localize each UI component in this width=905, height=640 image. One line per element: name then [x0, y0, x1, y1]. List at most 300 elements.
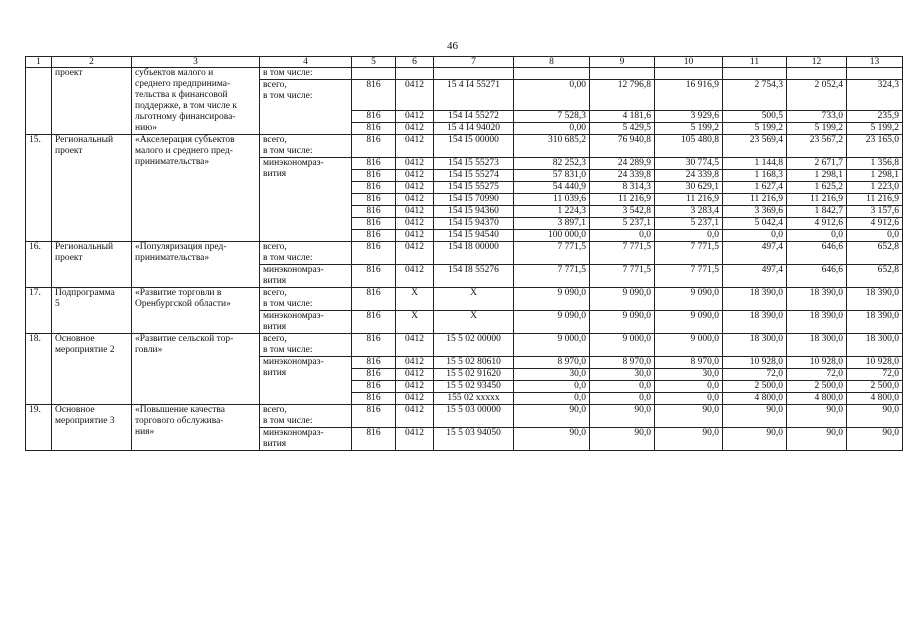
table-row: [26, 135, 903, 158]
column-header: 11: [723, 57, 787, 68]
amount-cell: 1 144,8: [723, 158, 787, 170]
column-6-value: 0412: [396, 123, 434, 135]
budget-code: 154 I4 55272: [434, 111, 514, 123]
budget-code: 15 5 02 93450: [434, 381, 514, 393]
amount-cell: 72,0: [847, 369, 903, 381]
amount-cell: 30,0: [514, 369, 590, 381]
funding-source-label: [260, 242, 352, 265]
column-header: 2: [52, 57, 132, 68]
amount-cell: 8 970,0: [655, 357, 723, 369]
column-6-value: 0412: [396, 242, 434, 265]
amount-cell: 1 298,1: [787, 170, 847, 182]
column-header: 4: [260, 57, 352, 68]
text-line: всего,: [263, 135, 287, 145]
funding-source-label: [260, 158, 352, 242]
budget-code: 15 5 02 80610: [434, 357, 514, 369]
amount-cell: 0,0: [847, 230, 903, 242]
amount-cell: 5 199,2: [847, 123, 903, 135]
text-line: «Популяризация пред-: [135, 242, 227, 252]
text-line: принимательства»: [135, 253, 210, 263]
amount-cell: 2 671,7: [787, 158, 847, 170]
amount-cell: 10 928,0: [847, 357, 903, 369]
column-5-value: 816: [352, 182, 396, 194]
table-row: [26, 334, 903, 357]
amount-cell: 10 928,0: [723, 357, 787, 369]
text-line: в том числе:: [263, 68, 313, 78]
amount-cell: 5 199,2: [787, 123, 847, 135]
amount-cell: 8 314,3: [590, 182, 655, 194]
funding-source-label: [260, 428, 352, 451]
item-number: 15.: [26, 135, 52, 242]
amount-cell: 7 771,5: [590, 242, 655, 265]
item-title: [132, 135, 260, 242]
item-number: 17.: [26, 288, 52, 334]
column-5-value: 816: [352, 381, 396, 393]
column-5-value: 816: [352, 428, 396, 451]
text-line: «Повышение качества: [135, 405, 226, 415]
budget-code: [434, 68, 514, 80]
amount-cell: 5 237,1: [590, 218, 655, 230]
amount-cell: 24 289,9: [590, 158, 655, 170]
amount-cell: 5 042,4: [723, 218, 787, 230]
budget-table: [25, 56, 903, 451]
amount-cell: 652,8: [847, 242, 903, 265]
column-6-value: 0412: [396, 230, 434, 242]
text-line: вития: [263, 439, 287, 449]
budget-code: 15 5 03 00000: [434, 405, 514, 428]
text-line: в том числе:: [263, 299, 313, 309]
column-5-value: 816: [352, 357, 396, 369]
column-5-value: 816: [352, 206, 396, 218]
amount-cell: 30,0: [655, 369, 723, 381]
amount-cell: 100 000,0: [514, 230, 590, 242]
amount-cell: [847, 68, 903, 80]
column-6-value: 0412: [396, 111, 434, 123]
text-line: проект: [55, 68, 83, 78]
table-row: [26, 68, 903, 80]
amount-cell: 0,0: [655, 393, 723, 405]
text-line: вития: [263, 322, 287, 332]
amount-cell: 652,8: [847, 265, 903, 288]
budget-code: 15 5 03 94050: [434, 428, 514, 451]
amount-cell: 30 629,1: [655, 182, 723, 194]
text-line: в том числе:: [263, 146, 313, 156]
text-line: Основное: [55, 405, 95, 415]
budget-code: 154 I8 00000: [434, 242, 514, 265]
amount-cell: 24 339,8: [590, 170, 655, 182]
text-line: всего,: [263, 288, 287, 298]
text-line: мероприятие 2: [55, 345, 115, 355]
column-5-value: 816: [352, 158, 396, 170]
amount-cell: 5 429,5: [590, 123, 655, 135]
text-line: всего,: [263, 334, 287, 344]
text-line: льготному финансирова-: [135, 112, 236, 122]
budget-code: X: [434, 288, 514, 311]
column-header: 3: [132, 57, 260, 68]
text-line: торгового обслужива-: [135, 416, 224, 426]
amount-cell: 10 928,0: [787, 357, 847, 369]
amount-cell: 310 685,2: [514, 135, 590, 158]
text-line: вития: [263, 169, 287, 179]
column-5-value: 816: [352, 194, 396, 206]
amount-cell: 2 500,0: [847, 381, 903, 393]
amount-cell: 2 500,0: [723, 381, 787, 393]
amount-cell: 4 912,6: [787, 218, 847, 230]
item-type: [52, 288, 132, 334]
text-line: поддержке, в том числе к: [135, 101, 237, 111]
column-header: 9: [590, 57, 655, 68]
budget-code: 154 I8 55276: [434, 265, 514, 288]
amount-cell: 9 090,0: [655, 311, 723, 334]
amount-cell: 18 390,0: [787, 311, 847, 334]
text-line: тельства к финансовой: [135, 90, 228, 100]
amount-cell: 1 625,2: [787, 182, 847, 194]
amount-cell: 18 390,0: [847, 311, 903, 334]
column-6-value: 0412: [396, 194, 434, 206]
budget-code: 155 02 xxxxx: [434, 393, 514, 405]
amount-cell: 1 298,1: [847, 170, 903, 182]
amount-cell: 3 897,1: [514, 218, 590, 230]
amount-cell: 5 199,2: [655, 123, 723, 135]
text-line: Основное: [55, 334, 95, 344]
budget-code: 154 I5 55275: [434, 182, 514, 194]
amount-cell: 8 970,0: [590, 357, 655, 369]
text-line: минэкономраз-: [263, 311, 324, 321]
amount-cell: 4 800,0: [847, 393, 903, 405]
amount-cell: 11 216,9: [723, 194, 787, 206]
amount-cell: 11 216,9: [590, 194, 655, 206]
column-header: 8: [514, 57, 590, 68]
text-line: всего,: [263, 80, 287, 90]
amount-cell: 72,0: [787, 369, 847, 381]
amount-cell: 9 000,0: [655, 334, 723, 357]
amount-cell: 646,6: [787, 265, 847, 288]
amount-cell: 1 168,3: [723, 170, 787, 182]
amount-cell: 4 181,6: [590, 111, 655, 123]
amount-cell: 23 567,2: [787, 135, 847, 158]
amount-cell: 497,4: [723, 242, 787, 265]
text-line: говли»: [135, 345, 163, 355]
amount-cell: 3 283,4: [655, 206, 723, 218]
column-6-value: X: [396, 311, 434, 334]
text-line: в том числе:: [263, 416, 313, 426]
column-6-value: 0412: [396, 369, 434, 381]
amount-cell: 9 000,0: [514, 334, 590, 357]
amount-cell: 18 390,0: [787, 288, 847, 311]
text-line: среднего предпринима-: [135, 79, 231, 89]
item-type: [52, 242, 132, 288]
amount-cell: 9 090,0: [590, 288, 655, 311]
column-header: 6: [396, 57, 434, 68]
amount-cell: 0,00: [514, 123, 590, 135]
budget-code: 154 I5 55273: [434, 158, 514, 170]
column-header: 10: [655, 57, 723, 68]
amount-cell: 90,0: [655, 405, 723, 428]
text-line: всего,: [263, 405, 287, 415]
funding-source-label: [260, 80, 352, 135]
amount-cell: 16 916,9: [655, 80, 723, 111]
text-line: мероприятие 3: [55, 416, 115, 426]
text-line: «Развитие торговли в: [135, 288, 222, 298]
amount-cell: 3 157,6: [847, 206, 903, 218]
column-5-value: 816: [352, 393, 396, 405]
amount-cell: 0,0: [787, 230, 847, 242]
amount-cell: 90,0: [847, 405, 903, 428]
amount-cell: 90,0: [590, 428, 655, 451]
amount-cell: 90,0: [847, 428, 903, 451]
amount-cell: 72,0: [723, 369, 787, 381]
header-row: [26, 57, 903, 68]
amount-cell: 1 627,4: [723, 182, 787, 194]
amount-cell: 18 390,0: [723, 288, 787, 311]
amount-cell: 30,0: [590, 369, 655, 381]
column-6-value: 0412: [396, 334, 434, 357]
amount-cell: 18 390,0: [723, 311, 787, 334]
amount-cell: 90,0: [514, 428, 590, 451]
amount-cell: 500,5: [723, 111, 787, 123]
column-5-value: 816: [352, 170, 396, 182]
item-type: [52, 405, 132, 451]
column-6-value: 0412: [396, 170, 434, 182]
amount-cell: 23 165,0: [847, 135, 903, 158]
text-line: вития: [263, 368, 287, 378]
amount-cell: 82 252,3: [514, 158, 590, 170]
column-header: 7: [434, 57, 514, 68]
budget-code: X: [434, 311, 514, 334]
amount-cell: 0,0: [655, 381, 723, 393]
text-line: минэкономраз-: [263, 265, 324, 275]
amount-cell: 90,0: [787, 405, 847, 428]
amount-cell: 9 090,0: [655, 288, 723, 311]
amount-cell: 90,0: [655, 428, 723, 451]
budget-code: 15 5 02 91620: [434, 369, 514, 381]
text-line: малого и среднего пред-: [135, 146, 233, 156]
column-5-value: 816: [352, 369, 396, 381]
amount-cell: 646,6: [787, 242, 847, 265]
text-line: Подпрограмма: [55, 288, 115, 298]
amount-cell: [655, 68, 723, 80]
amount-cell: 0,0: [590, 393, 655, 405]
item-title: [132, 242, 260, 288]
text-line: проект: [55, 146, 83, 156]
column-6-value: 0412: [396, 218, 434, 230]
amount-cell: 90,0: [787, 428, 847, 451]
text-line: субъектов малого и: [135, 68, 214, 78]
column-6-value: [396, 68, 434, 80]
column-5-value: 816: [352, 218, 396, 230]
amount-cell: 3 929,6: [655, 111, 723, 123]
item-number: 18.: [26, 334, 52, 405]
amount-cell: 90,0: [723, 405, 787, 428]
column-header: 13: [847, 57, 903, 68]
text-line: Оренбургской области»: [135, 299, 231, 309]
amount-cell: 18 300,0: [847, 334, 903, 357]
item-number: 16.: [26, 242, 52, 288]
column-6-value: 0412: [396, 428, 434, 451]
funding-source-label: [260, 357, 352, 405]
text-line: ния»: [135, 427, 155, 437]
column-6-value: 0412: [396, 393, 434, 405]
budget-code: 15 5 02 00000: [434, 334, 514, 357]
amount-cell: 733,0: [787, 111, 847, 123]
amount-cell: 4 800,0: [787, 393, 847, 405]
amount-cell: 18 390,0: [847, 288, 903, 311]
table-row: [26, 405, 903, 428]
amount-cell: 2 500,0: [787, 381, 847, 393]
amount-cell: 497,4: [723, 265, 787, 288]
amount-cell: 0,0: [590, 230, 655, 242]
item-title: [132, 405, 260, 451]
column-6-value: 0412: [396, 381, 434, 393]
funding-source-label: [260, 288, 352, 311]
amount-cell: 11 216,9: [655, 194, 723, 206]
amount-cell: [723, 68, 787, 80]
amount-cell: 105 480,8: [655, 135, 723, 158]
amount-cell: 4 800,0: [723, 393, 787, 405]
amount-cell: 24 339,8: [655, 170, 723, 182]
column-5-value: 816: [352, 242, 396, 265]
text-line: проект: [55, 253, 83, 263]
amount-cell: 4 912,6: [847, 218, 903, 230]
funding-source-label: [260, 135, 352, 158]
column-5-value: 816: [352, 288, 396, 311]
table-row: [26, 242, 903, 265]
text-line: нию»: [135, 123, 158, 133]
amount-cell: [590, 68, 655, 80]
funding-source-label: [260, 68, 352, 80]
text-line: в том числе:: [263, 91, 313, 101]
amount-cell: 5 199,2: [723, 123, 787, 135]
text-line: в том числе:: [263, 345, 313, 355]
column-header: 12: [787, 57, 847, 68]
budget-code: 154 I5 94370: [434, 218, 514, 230]
column-5-value: 816: [352, 230, 396, 242]
amount-cell: 54 440,9: [514, 182, 590, 194]
text-line: всего,: [263, 242, 287, 252]
budget-code: 154 I5 94360: [434, 206, 514, 218]
page-number: 46: [447, 40, 458, 52]
amount-cell: 18 300,0: [723, 334, 787, 357]
item-title: [132, 68, 260, 135]
budget-code: 154 I5 00000: [434, 135, 514, 158]
amount-cell: 90,0: [514, 405, 590, 428]
column-6-value: 0412: [396, 135, 434, 158]
column-5-value: 816: [352, 334, 396, 357]
budget-code: 15 4 I4 55271: [434, 80, 514, 111]
amount-cell: 11 216,9: [787, 194, 847, 206]
amount-cell: 76 940,8: [590, 135, 655, 158]
amount-cell: 0,0: [590, 381, 655, 393]
amount-cell: 1 223,0: [847, 182, 903, 194]
column-5-value: 816: [352, 405, 396, 428]
amount-cell: 0,0: [723, 230, 787, 242]
amount-cell: 57 831,0: [514, 170, 590, 182]
amount-cell: 7 771,5: [655, 265, 723, 288]
amount-cell: 90,0: [590, 405, 655, 428]
item-type: [52, 334, 132, 405]
amount-cell: 3 542,8: [590, 206, 655, 218]
budget-code: 154 I5 70990: [434, 194, 514, 206]
amount-cell: 23 569,4: [723, 135, 787, 158]
funding-source-label: [260, 334, 352, 357]
amount-cell: 7 528,3: [514, 111, 590, 123]
column-6-value: 0412: [396, 357, 434, 369]
budget-code: 154 I5 55274: [434, 170, 514, 182]
amount-cell: 0,0: [655, 230, 723, 242]
column-5-value: 816: [352, 135, 396, 158]
amount-cell: 1 842,7: [787, 206, 847, 218]
amount-cell: 7 771,5: [514, 265, 590, 288]
amount-cell: 7 771,5: [590, 265, 655, 288]
amount-cell: 0,0: [514, 381, 590, 393]
text-line: Региональный: [55, 135, 114, 145]
amount-cell: 7 771,5: [655, 242, 723, 265]
column-5-value: 816: [352, 123, 396, 135]
amount-cell: 9 090,0: [514, 288, 590, 311]
column-6-value: 0412: [396, 158, 434, 170]
item-number: [26, 68, 52, 135]
column-5-value: 816: [352, 80, 396, 111]
column-6-value: 0412: [396, 182, 434, 194]
amount-cell: 2 754,3: [723, 80, 787, 111]
text-line: минэкономраз-: [263, 428, 324, 438]
amount-cell: 1 224,3: [514, 206, 590, 218]
text-line: в том числе:: [263, 253, 313, 263]
item-type: [52, 68, 132, 135]
amount-cell: [787, 68, 847, 80]
text-line: 5: [55, 299, 60, 309]
text-line: минэкономраз-: [263, 158, 324, 168]
amount-cell: 2 052,4: [787, 80, 847, 111]
column-5-value: [352, 68, 396, 80]
column-6-value: 0412: [396, 405, 434, 428]
column-5-value: 816: [352, 265, 396, 288]
amount-cell: 0,0: [514, 393, 590, 405]
amount-cell: 0,00: [514, 80, 590, 111]
amount-cell: [514, 68, 590, 80]
funding-source-label: [260, 265, 352, 288]
amount-cell: 11 216,9: [847, 194, 903, 206]
amount-cell: 9 090,0: [514, 311, 590, 334]
item-title: [132, 334, 260, 405]
amount-cell: 18 300,0: [787, 334, 847, 357]
item-title: [132, 288, 260, 334]
text-line: «Акселерация субъектов: [135, 135, 235, 145]
text-line: Региональный: [55, 242, 114, 252]
column-5-value: 816: [352, 311, 396, 334]
budget-code: 154 I5 94540: [434, 230, 514, 242]
funding-source-label: [260, 405, 352, 428]
column-header: 1: [26, 57, 52, 68]
table-row: [26, 288, 903, 311]
item-type: [52, 135, 132, 242]
column-5-value: 816: [352, 111, 396, 123]
column-header: 5: [352, 57, 396, 68]
text-line: минэкономраз-: [263, 357, 324, 367]
budget-code: 15 4 I4 94020: [434, 123, 514, 135]
amount-cell: 90,0: [723, 428, 787, 451]
column-6-value: 0412: [396, 265, 434, 288]
amount-cell: 235,9: [847, 111, 903, 123]
amount-cell: 8 970,0: [514, 357, 590, 369]
amount-cell: 9 090,0: [590, 311, 655, 334]
column-6-value: X: [396, 288, 434, 311]
text-line: вития: [263, 276, 287, 286]
amount-cell: 7 771,5: [514, 242, 590, 265]
text-line: «Развитие сельской тор-: [135, 334, 234, 344]
amount-cell: 11 039,6: [514, 194, 590, 206]
text-line: принимательства»: [135, 157, 210, 167]
